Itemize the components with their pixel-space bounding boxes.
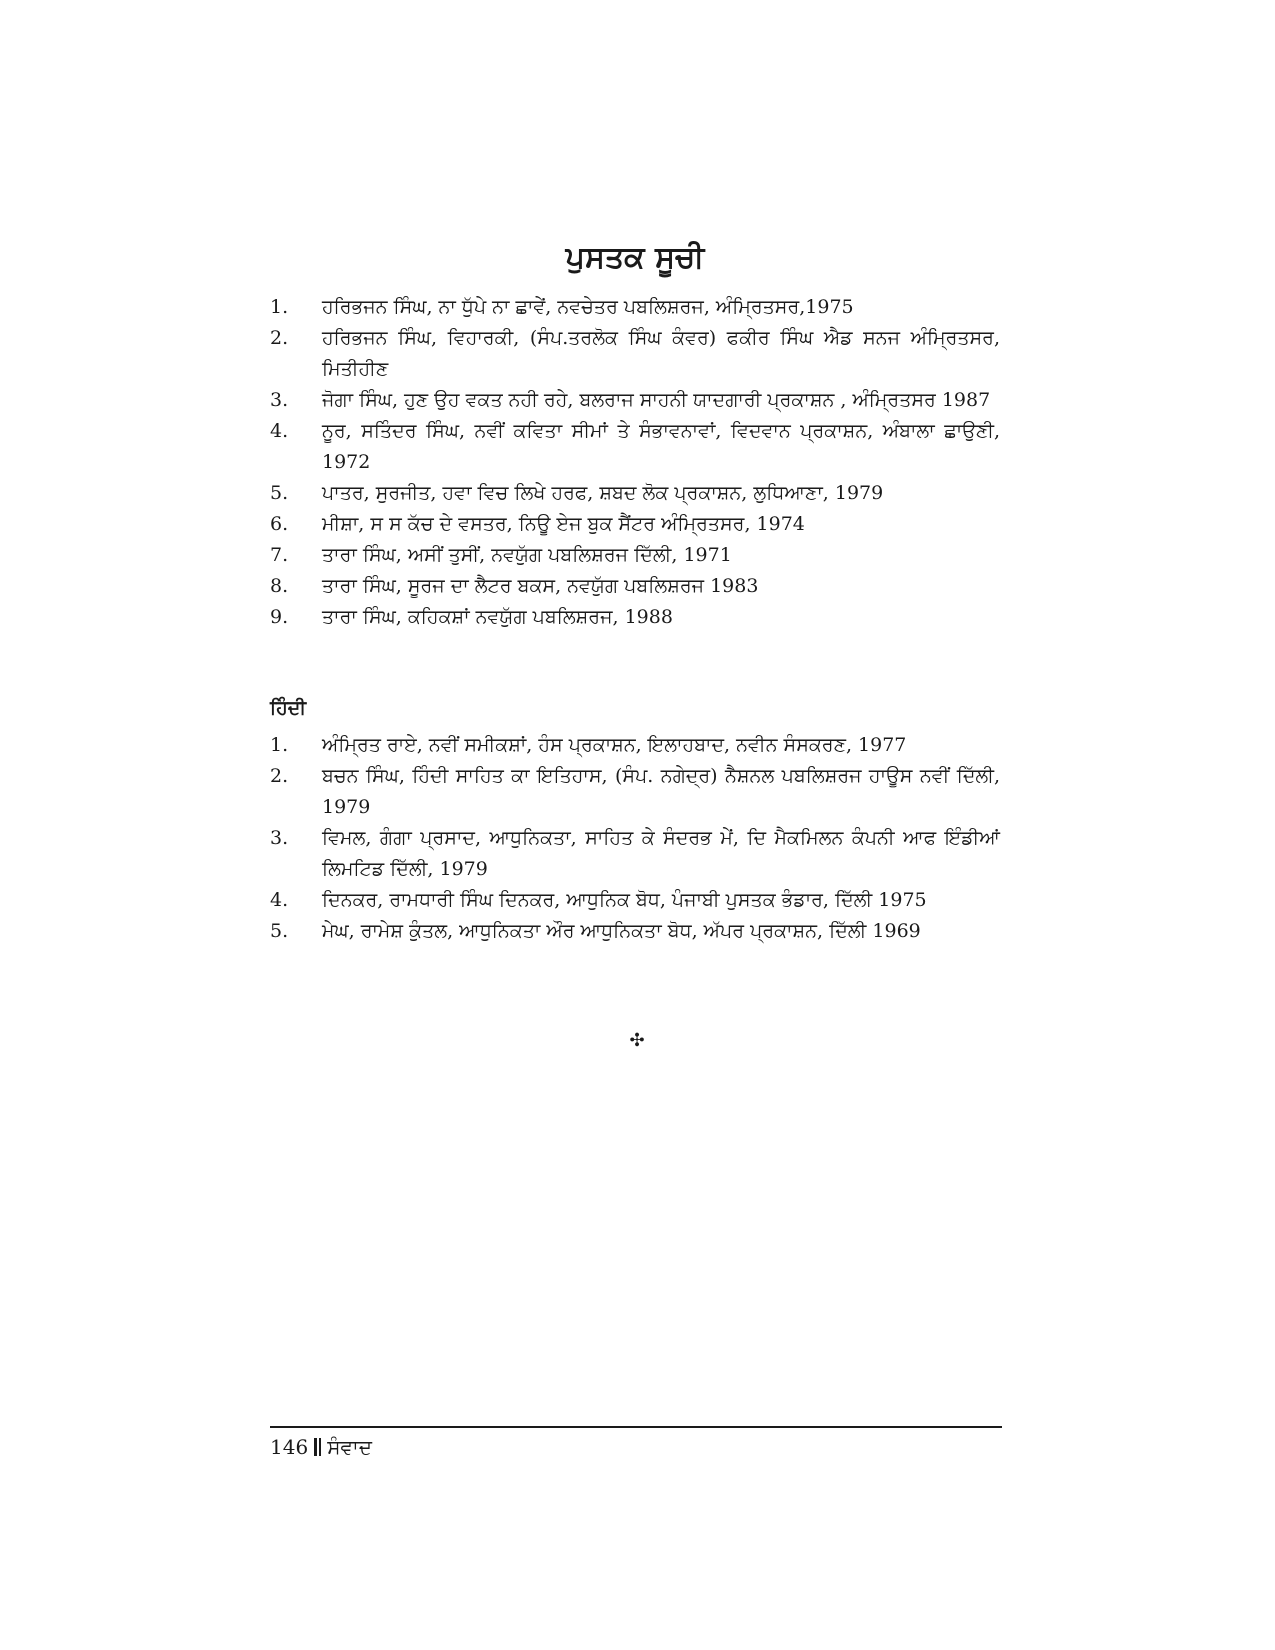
bibliography-entry: [270, 602, 1000, 633]
entry-number: 3.: [270, 389, 289, 411]
entry-number: 4.: [270, 420, 289, 442]
entry-number: 3.: [270, 827, 289, 849]
bibliography-entry: [270, 478, 1000, 509]
bibliography-entry: [270, 385, 1000, 416]
bibliography-entry: [270, 509, 1000, 540]
page-title: ਪੁਸਤਕ ਸੂਚੀ: [565, 240, 705, 275]
entry-text: ਬਚਨ ਸਿੰਘ, ਹਿੰਦੀ ਸਾਹਿਤ ਕਾ ਇਤਿਹਾਸ, (ਸੰਪ. ਨਗੇਦ੍ਰ) ਨੈਸ਼ਨਲ ਪਬਲਿਸ਼ਰਜ ਹਾਊਸ ਨਵੀਂ ਦਿੱਲੀ, 1979: [322, 765, 1000, 818]
bibliography-entry: [270, 916, 1000, 947]
entry-number: 5.: [270, 482, 289, 504]
entry-number: 5.: [270, 920, 289, 942]
entry-text: ਮੇਘ, ਰਾਮੇਸ਼ ਕੁੰਤਲ, ਆਧੁਨਿਕਤਾ ਔਰ ਆਧੁਨਿਕਤਾ ਬੋਧ, ਅੱਪਰ ਪ੍ਰਕਾਸ਼ਨ, ਦਿੱਲੀ 1969: [322, 920, 921, 942]
bibliography-entry: [270, 540, 1000, 571]
entry-text: ਹਰਿਭਜਨ ਸਿੰਘ, ਨਾ ਧੁੱਪੇ ਨਾ ਛਾਵੇਂ, ਨਵਚੇਤਰ ਪਬਲਿਸ਼ਰਜ, ਅੰਮ੍ਰਿਤਸਰ,1975: [322, 296, 854, 318]
entry-text: ਹਰਿਭਜਨ ਸਿੰਘ, ਵਿਹਾਰਕੀ, (ਸੰਪ.ਤਰਲੋਕ ਸਿੰਘ ਕੰਵਰ) ਫਕੀਰ ਸਿੰਘ ਐਡ ਸਨਜ ਅੰਮ੍ਰਿਤਸਰ, ਮਿਤੀਹੀਣ: [322, 327, 1000, 380]
entry-number: 2.: [270, 765, 289, 787]
entry-number: 4.: [270, 889, 289, 911]
entry-text: ਜੋਗਾ ਸਿੰਘ, ਹੁਣ ਉਹ ਵਕਤ ਨਹੀ ਰਹੇ, ਬਲਰਾਜ ਸਾਹਨੀ ਯਾਦਗਾਰੀ ਪ੍ਰਕਾਸ਼ਨ , ਅੰਮ੍ਰਿਤਸਰ 1987: [322, 389, 991, 411]
publication-name: ਸੰਵਾਦ: [327, 1435, 372, 1459]
ornament-icon: ✣: [629, 1030, 645, 1051]
separator-bars-icon: [314, 1438, 321, 1456]
bibliography-entry: [270, 292, 1000, 323]
bibliography-entry: [270, 730, 1000, 761]
entry-number: 2.: [270, 327, 289, 349]
entry-text: ਅੰਮ੍ਰਿਤ ਰਾਏ, ਨਵੀਂ ਸਮੀਕਸ਼ਾਂ, ਹੰਸ ਪ੍ਰਕਾਸ਼ਨ, ਇਲਾਹਬਾਦ, ਨਵੀਨ ਸੰਸਕਰਣ, 1977: [322, 734, 907, 756]
entry-text: ਪਾਤਰ, ਸੁਰਜੀਤ, ਹਵਾ ਵਿਚ ਲਿਖੇ ਹਰਫ, ਸ਼ਬਦ ਲੋਕ ਪ੍ਰਕਾਸ਼ਨ, ਲੁਧਿਆਣਾ, 1979: [322, 482, 884, 504]
entry-text: ਵਿਮਲ, ਗੰਗਾ ਪ੍ਰਸਾਦ, ਆਧੁਨਿਕਤਾ, ਸਾਹਿਤ ਕੇ ਸੰਦਰਭ ਮੇਂ, ਦਿ ਮੈਕਮਿਲਨ ਕੰਪਨੀ ਆਫ ਇੰਡੀਆਂ ਲਿਮਟਿਡ ਦਿੱਲੀ, 1979: [322, 827, 1000, 880]
entry-text: ਮੀਸ਼ਾ, ਸ ਸ ਕੱਚ ਦੇ ਵਸਤਰ, ਨਿਊ ਏਜ ਬੁਕ ਸੈਂਟਰ ਅੰਮ੍ਰਿਤਸਰ, 1974: [322, 513, 805, 535]
entry-text: ਤਾਰਾ ਸਿੰਘ, ਅਸੀਂ ਤੁਸੀਂ, ਨਵਯੁੱਗ ਪਬਲਿਸ਼ਰਜ ਦਿੱਲੀ, 1971: [322, 544, 732, 566]
entry-number: 7.: [270, 544, 289, 566]
bibliography-entry: [270, 885, 1000, 916]
bibliography-entry: [270, 823, 1000, 885]
bibliography-entry: [270, 323, 1000, 385]
entry-number: 1.: [270, 296, 289, 318]
punjabi-bibliography-list: [270, 292, 1000, 633]
entry-number: 8.: [270, 575, 289, 597]
bibliography-entry: [270, 571, 1000, 602]
entry-text: ਦਿਨਕਰ, ਰਾਮਧਾਰੀ ਸਿੰਘ ਦਿਨਕਰ, ਆਧੁਨਿਕ ਬੋਧ, ਪੰਜਾਬੀ ਪੁਸਤਕ ਭੰਡਾਰ, ਦਿੱਲੀ 1975: [322, 889, 927, 911]
page-footer: [270, 1432, 372, 1462]
hindi-section-heading: ਹਿੰਦੀ: [270, 697, 307, 719]
entry-text: ਤਾਰਾ ਸਿੰਘ, ਕਹਿਕਸ਼ਾਂ ਨਵਯੁੱਗ ਪਬਲਿਸ਼ਰਜ, 1988: [322, 606, 673, 628]
bibliography-entry: [270, 416, 1000, 478]
entry-number: 1.: [270, 734, 289, 756]
page-number: 146: [270, 1435, 309, 1459]
hindi-bibliography-list: [270, 730, 1000, 947]
bibliography-entry: [270, 761, 1000, 823]
footer-divider: [270, 1426, 1002, 1428]
entry-text: ਤਾਰਾ ਸਿੰਘ, ਸੂਰਜ ਦਾ ਲੈਟਰ ਬਕਸ, ਨਵਯੁੱਗ ਪਬਲਿਸ਼ਰਜ 1983: [322, 575, 759, 597]
entry-number: 6.: [270, 513, 289, 535]
entry-text: ਨੂਰ, ਸਤਿੰਦਰ ਸਿੰਘ, ਨਵੀਂ ਕਵਿਤਾ ਸੀਮਾਂ ਤੇ ਸੰਭਾਵਨਾਵਾਂ, ਵਿਦਵਾਨ ਪ੍ਰਕਾਸ਼ਨ, ਅੰਬਾਲਾ ਛਾਉਣੀ, 1972: [322, 420, 1000, 473]
entry-number: 9.: [270, 606, 289, 628]
